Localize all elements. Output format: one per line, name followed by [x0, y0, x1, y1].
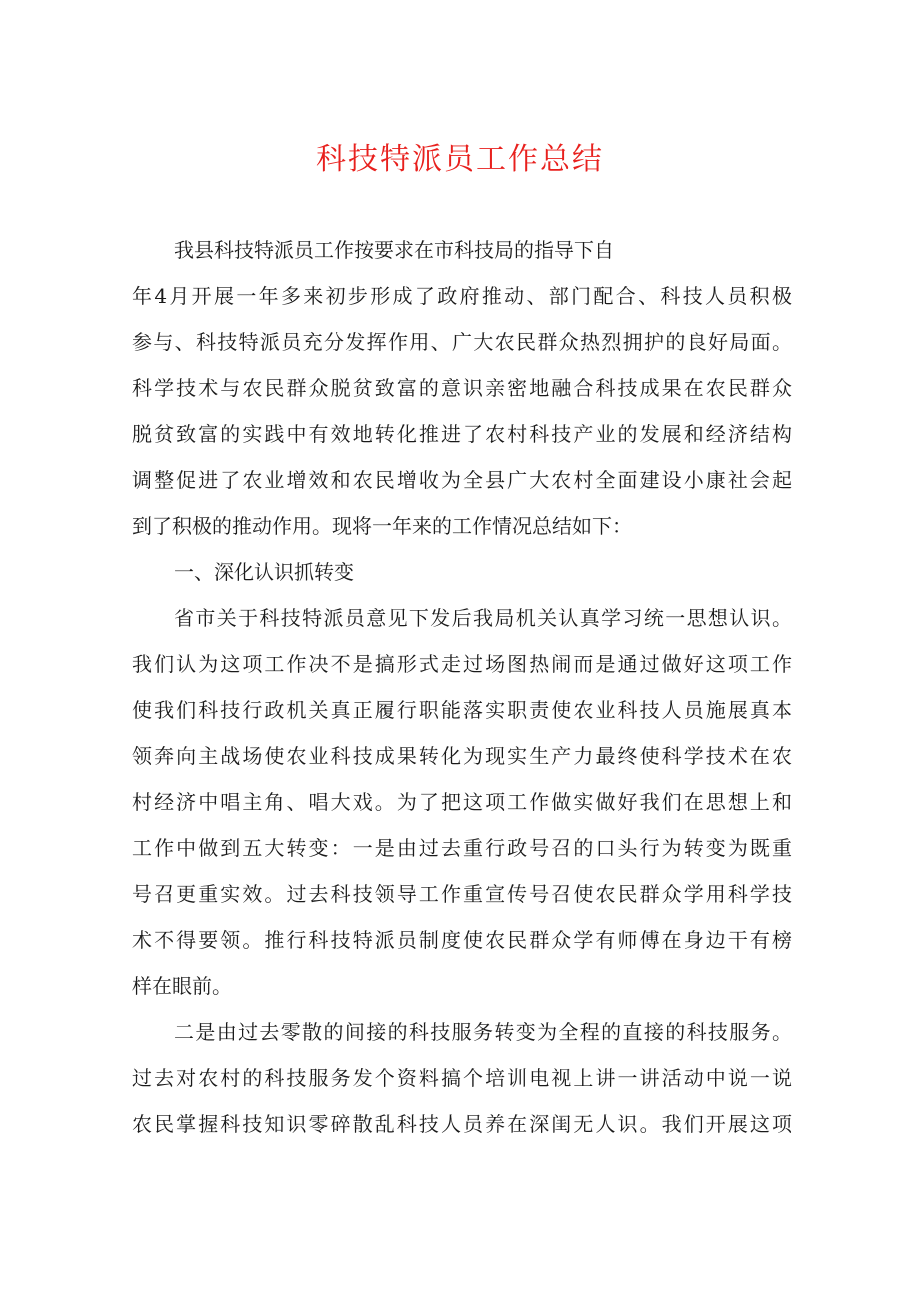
paragraph-line: 样在眼前。 — [132, 974, 232, 998]
paragraph-line: 脱贫致富的实践中有效地转化推进了农村科技产业的发展和经济结构 — [132, 422, 792, 446]
paragraph-line: 二是由过去零散的间接的科技服务转变为全程的直接的科技服务。 — [174, 1020, 792, 1044]
paragraph-line: 我们认为这项工作决不是搞形式走过场图热闹而是通过做好这项工作 — [132, 652, 792, 676]
paragraph-line: 农民掌握科技知识零碎散乱科技人员养在深闺无人识。我们开展这项 — [132, 1112, 792, 1136]
paragraph-line: 我县科技特派员工作按要求在市科技局的指导下自 — [174, 238, 614, 262]
paragraph-line: 科学技术与农民群众脱贫致富的意识亲密地融合科技成果在农民群众 — [132, 376, 792, 400]
document-title: 科技特派员工作总结 — [316, 142, 604, 177]
paragraph-line: 参与、科技特派员充分发挥作用、广大农民群众热烈拥护的良好局面。 — [132, 330, 792, 354]
paragraph-line: 年4月开展一年多来初步形成了政府推动、部门配合、科技人员积极 — [132, 284, 792, 308]
paragraph-line: 村经济中唱主角、唱大戏。为了把这项工作做实做好我们在思想上和 — [132, 790, 792, 814]
paragraph-line: 领奔向主战场使农业科技成果转化为现实生产力最终使科学技术在农 — [132, 744, 792, 768]
paragraph-line: 省市关于科技特派员意见下发后我局机关认真学习统一思想认识。 — [174, 606, 792, 630]
section-heading: 一、深化认识抓转变 — [174, 560, 354, 584]
paragraph-line: 到了积极的推动作用。现将一年来的工作情况总结如下： — [132, 514, 632, 538]
paragraph-line: 工作中做到五大转变：一是由过去重行政号召的口头行为转变为既重 — [132, 836, 792, 860]
paragraph-line: 使我们科技行政机关真正履行职能落实职责使农业科技人员施展真本 — [132, 698, 792, 722]
paragraph-line: 过去对农村的科技服务发个资料搞个培训电视上讲一讲活动中说一说 — [132, 1066, 792, 1090]
paragraph-line: 调整促进了农业增效和农民增收为全县广大农村全面建设小康社会起 — [132, 468, 792, 492]
paragraph-line: 号召更重实效。过去科技领导工作重宣传号召使农民群众学用科学技 — [132, 882, 792, 906]
paragraph-line: 术不得要领。推行科技特派员制度使农民群众学有师傅在身边干有榜 — [132, 928, 792, 952]
